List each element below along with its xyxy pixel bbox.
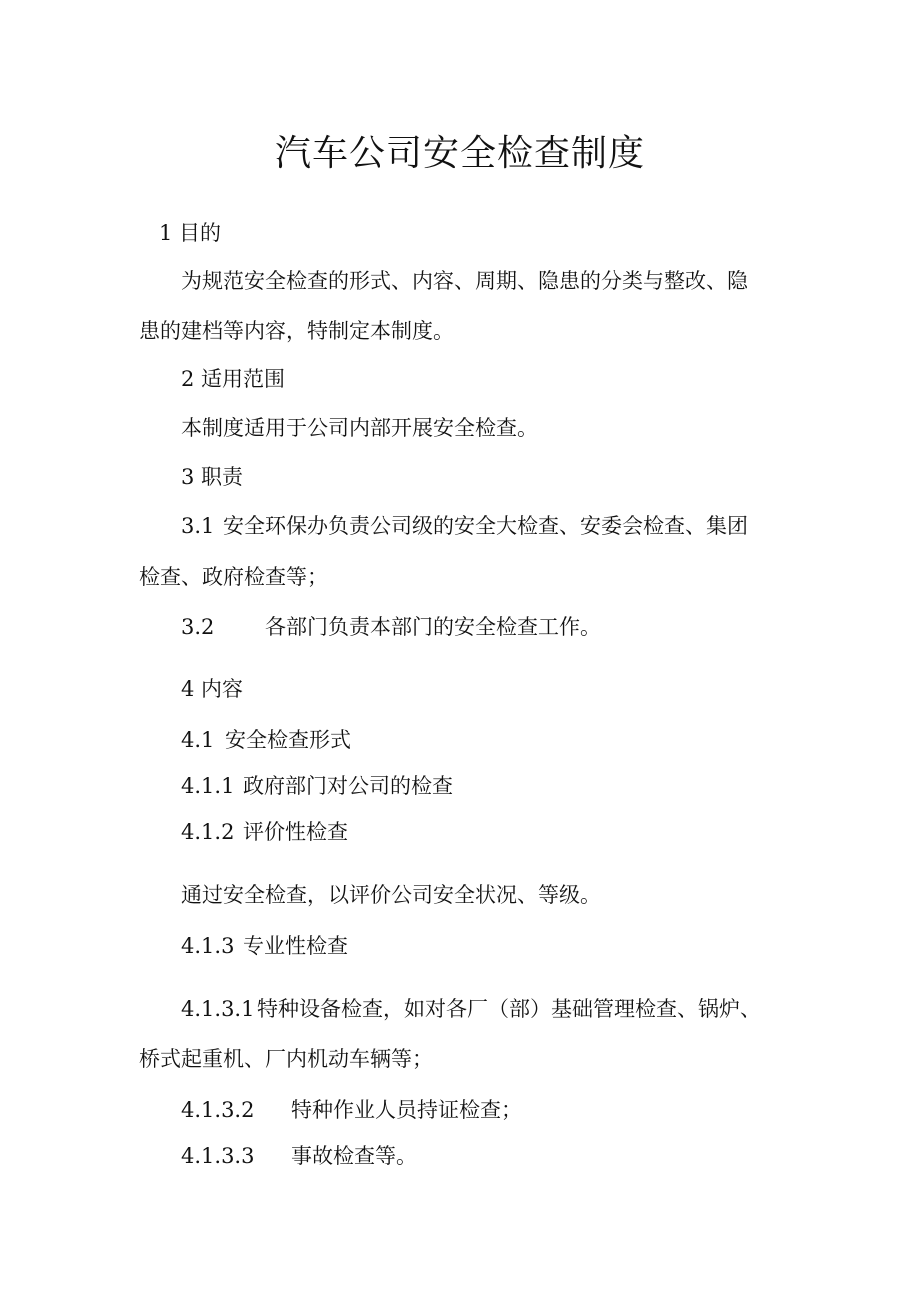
section-4-1-number: 4.1: [181, 728, 215, 752]
section-4-1-3-1-text: 特种设备检查，如对各厂（部）基础管理检查、锅炉、: [257, 997, 761, 1021]
section-1-paragraph-line-2: 患的建档等内容，特制定本制度。: [139, 319, 454, 343]
section-4-1-2-number: 4.1.2: [181, 820, 235, 844]
section-4-1-heading: [181, 725, 351, 755]
section-4-1-3-1-line-2: 桥式起重机、厂内机动车辆等；: [139, 1047, 433, 1071]
section-4-1-3-1-line-1: [181, 994, 761, 1024]
section-3-2-text: 各部门负责本部门的安全检查工作。: [265, 615, 601, 639]
section-4-1-2-paragraph: 通过安全检查，以评价公司安全状况、等级。: [181, 883, 601, 907]
section-3-2-number: 3.2: [181, 615, 215, 639]
section-4-1-3-2-text: 特种作业人员持证检查；: [291, 1098, 522, 1122]
section-4-1-3-2: [181, 1095, 522, 1125]
section-4-1-1-text: 政府部门对公司的检查: [243, 774, 453, 798]
section-4-1-1-number: 4.1.1: [181, 774, 235, 798]
section-3-1-line-2: 检查、政府检查等；: [139, 565, 328, 589]
section-2-heading: 2 适用范围: [181, 367, 286, 391]
section-4-heading: 4 内容: [181, 677, 244, 701]
section-4-1-2-text: 评价性检查: [243, 820, 348, 844]
section-3-heading: 3 职责: [181, 465, 244, 489]
section-4-1-2-heading: [181, 817, 348, 847]
section-4-1-3-3-text: 事故检查等。: [291, 1144, 417, 1168]
section-3-1-line-1: [181, 511, 748, 541]
section-4-1-3-number: 4.1.3: [181, 934, 235, 958]
section-3-2: [181, 612, 601, 642]
section-3-1-text: 安全环保办负责公司级的安全大检查、安委会检查、集团: [223, 514, 748, 538]
section-4-1-3-2-number: 4.1.3.2: [181, 1098, 255, 1122]
section-1-heading: 1 目的: [159, 221, 222, 245]
section-4-1-3-text: 专业性检查: [243, 934, 348, 958]
section-2-paragraph: 本制度适用于公司内部开展安全检查。: [181, 416, 538, 440]
document-title: 汽车公司安全检查制度: [274, 133, 645, 174]
section-4-1-3-3: [181, 1141, 417, 1171]
section-3-1-number: 3.1: [181, 514, 215, 538]
section-4-1-text: 安全检查形式: [225, 728, 351, 752]
section-4-1-3-1-number: 4.1.3.1: [181, 997, 255, 1021]
section-4-1-1-heading: [181, 771, 453, 801]
section-1-paragraph-line-1: 为规范安全检查的形式、内容、周期、隐患的分类与整改、隐: [181, 269, 748, 293]
section-4-1-3-3-number: 4.1.3.3: [181, 1144, 255, 1168]
section-4-1-3-heading: [181, 931, 348, 961]
